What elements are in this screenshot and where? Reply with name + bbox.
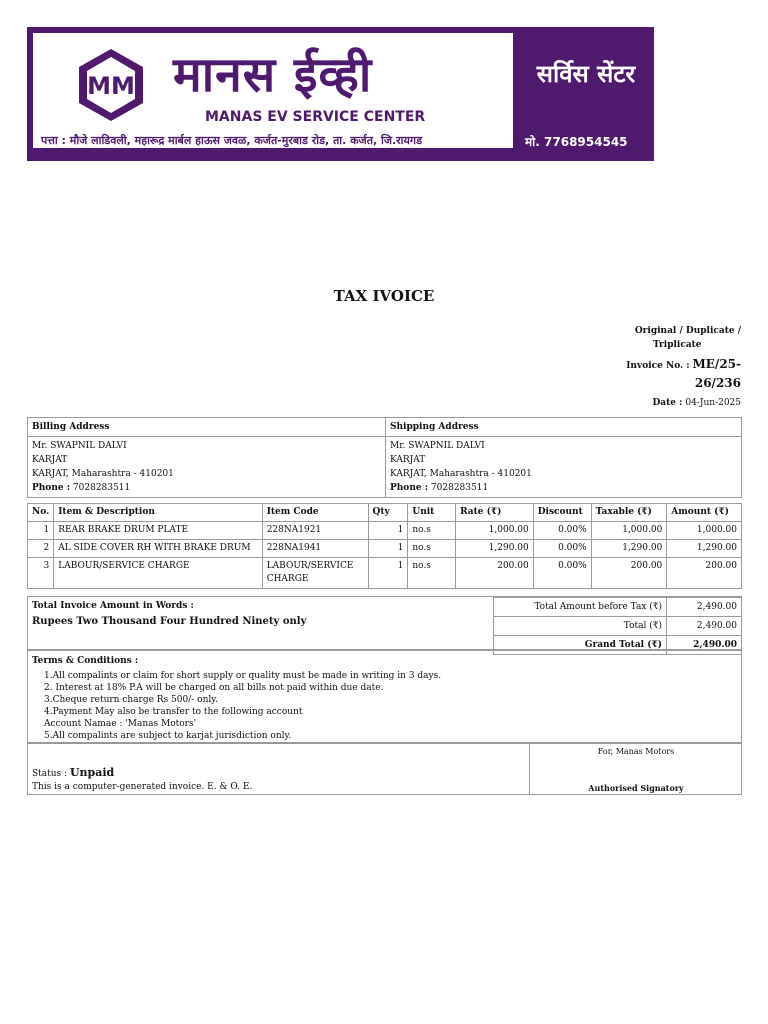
total-value: 2,490.00 bbox=[667, 617, 742, 636]
logo-text: MM bbox=[87, 72, 135, 100]
terms-list bbox=[44, 670, 441, 742]
invoice-title: TAX IVOICE bbox=[333, 287, 435, 305]
grand-total-label: Grand Total (₹) bbox=[494, 636, 667, 655]
copy-type-line1: Original / Duplicate / bbox=[634, 326, 741, 336]
grand-total-value: 2,490.00 bbox=[667, 636, 742, 655]
table-row bbox=[28, 540, 742, 558]
invoice-number-label: Invoice No. : bbox=[626, 361, 690, 371]
shipping-phone-label: Phone : bbox=[390, 483, 429, 493]
cell-discount: 0.00% bbox=[533, 540, 591, 558]
shipping-city: KARJAT bbox=[390, 455, 426, 465]
cell-unit: no.s bbox=[408, 540, 456, 558]
col-header: Qty bbox=[368, 504, 408, 522]
terms-item: Account Namae : 'Manas Motors' bbox=[44, 719, 197, 729]
authorised-signatory: Authorised Signatory bbox=[588, 783, 684, 793]
cell-unit: no.s bbox=[408, 522, 456, 540]
address-table bbox=[27, 417, 742, 498]
banner-divider bbox=[497, 33, 513, 149]
col-header: Taxable (₹) bbox=[591, 504, 667, 522]
invoice-number-part1: ME/25- bbox=[692, 357, 741, 371]
copy-type bbox=[635, 324, 741, 352]
shipping-address bbox=[386, 437, 742, 498]
cell-description: REAR BRAKE DRUM PLATE bbox=[54, 522, 262, 540]
invoice-date-value: 04-Jun-2025 bbox=[685, 398, 741, 408]
cell-rate: 200.00 bbox=[456, 558, 534, 589]
service-center-label: सर्विस सेंटर bbox=[536, 60, 636, 88]
cell-amount: 1,000.00 bbox=[667, 522, 742, 540]
cell-rate: 1,000.00 bbox=[456, 522, 534, 540]
col-header: Rate (₹) bbox=[456, 504, 534, 522]
shipping-heading: Shipping Address bbox=[386, 418, 742, 437]
terms-item: 3.Cheque return charge Rs 500/- only. bbox=[44, 695, 219, 705]
invoice-date-label: Date : bbox=[652, 398, 683, 408]
items-header-row bbox=[28, 504, 742, 522]
cell-no: 3 bbox=[28, 558, 54, 589]
header-white-panel bbox=[33, 33, 513, 148]
header-right-panel bbox=[513, 27, 654, 149]
col-header: Item Code bbox=[262, 504, 368, 522]
terms-item: 4.Payment May also be transfer to the following account bbox=[44, 707, 303, 717]
invoice-date bbox=[653, 396, 742, 410]
cell-amount: 200.00 bbox=[667, 558, 742, 589]
cell-code: 228NA1921 bbox=[262, 522, 368, 540]
shipping-phone: 7028283511 bbox=[430, 483, 489, 493]
before-tax-label: Total Amount before Tax (₹) bbox=[494, 598, 667, 617]
col-header: Discount bbox=[533, 504, 591, 522]
cell-rate: 1,290.00 bbox=[456, 540, 534, 558]
amount-in-words: Rupees Two Thousand Four Hundred Ninety only bbox=[32, 616, 307, 627]
cell-qty: 1 bbox=[368, 522, 408, 540]
copy-type-line2: Triplicate bbox=[653, 340, 702, 350]
terms-item: 1.All compalints or claim for short supply or quality must be made in writing in 3 days. bbox=[44, 671, 442, 681]
billing-phone-label: Phone : bbox=[32, 483, 71, 493]
items-table bbox=[27, 503, 742, 589]
shipping-name: Mr. SWAPNIL DALVI bbox=[390, 441, 485, 451]
terms-section bbox=[27, 650, 742, 743]
billing-state: KARJAT, Maharashtra - 410201 bbox=[32, 469, 174, 479]
totals-section bbox=[27, 596, 742, 650]
terms-item: 5.All compalints are subject to karjat jurisdiction only. bbox=[44, 731, 292, 741]
totals-table bbox=[493, 597, 742, 655]
status-label: Status : bbox=[32, 769, 68, 779]
cell-description: AL SIDE COVER RH WITH BRAKE DRUM bbox=[54, 540, 262, 558]
cell-taxable: 200.00 bbox=[591, 558, 667, 589]
brand-name-english: MANAS EV SERVICE CENTER bbox=[205, 109, 426, 125]
billing-city: KARJAT bbox=[32, 455, 68, 465]
cell-discount: 0.00% bbox=[533, 558, 591, 589]
table-row bbox=[28, 558, 742, 589]
cell-code: 228NA1941 bbox=[262, 540, 368, 558]
brand-logo-icon bbox=[73, 47, 149, 123]
computer-generated-note: This is a computer-generated invoice. E. & O. E. bbox=[32, 782, 253, 792]
cell-amount: 1,290.00 bbox=[667, 540, 742, 558]
col-header: Amount (₹) bbox=[667, 504, 742, 522]
header-banner bbox=[27, 27, 654, 161]
payment-status bbox=[32, 766, 114, 779]
footer-section bbox=[27, 743, 742, 795]
cell-no: 2 bbox=[28, 540, 54, 558]
cell-no: 1 bbox=[28, 522, 54, 540]
cell-description: LABOUR/SERVICE CHARGE bbox=[54, 558, 262, 589]
total-label: Total (₹) bbox=[494, 617, 667, 636]
cell-qty: 1 bbox=[368, 540, 408, 558]
billing-phone: 7028283511 bbox=[72, 483, 131, 493]
table-row bbox=[28, 522, 742, 540]
invoice-number-part2: 26/236 bbox=[694, 376, 741, 390]
cell-qty: 1 bbox=[368, 558, 408, 589]
col-header: Unit bbox=[408, 504, 456, 522]
cell-discount: 0.00% bbox=[533, 522, 591, 540]
col-header: No. bbox=[28, 504, 54, 522]
before-tax-value: 2,490.00 bbox=[667, 598, 742, 617]
amount-in-words-label: Total Invoice Amount in Words : bbox=[32, 601, 194, 611]
shop-phone: मो. 7768954545 bbox=[525, 135, 628, 149]
cell-taxable: 1,000.00 bbox=[591, 522, 667, 540]
cell-taxable: 1,290.00 bbox=[591, 540, 667, 558]
shipping-state: KARJAT, Maharashtra - 410201 bbox=[390, 469, 532, 479]
for-company: For, Manas Motors bbox=[597, 747, 675, 756]
billing-heading: Billing Address bbox=[28, 418, 386, 437]
terms-item: 2. Interest at 18% P.A will be charged on all bills not paid within due date. bbox=[44, 683, 384, 693]
col-header: Item & Description bbox=[54, 504, 262, 522]
billing-name: Mr. SWAPNIL DALVI bbox=[32, 441, 127, 451]
status-badge: Unpaid bbox=[69, 766, 115, 779]
cell-code: LABOUR/SERVICE CHARGE bbox=[262, 558, 368, 589]
terms-heading: Terms & Conditions : bbox=[32, 656, 139, 666]
cell-unit: no.s bbox=[408, 558, 456, 589]
brand-name-marathi: मानस ईव्ही bbox=[173, 47, 373, 103]
shop-address: पत्ता : मौजे लाडिवली, महारूद्र मार्बल हाऊस जवळ, कर्जत-मुरबाड रोड, ता. कर्जत, जि.रायगड bbox=[41, 134, 422, 147]
billing-address bbox=[28, 437, 386, 498]
invoice-number bbox=[626, 356, 741, 394]
